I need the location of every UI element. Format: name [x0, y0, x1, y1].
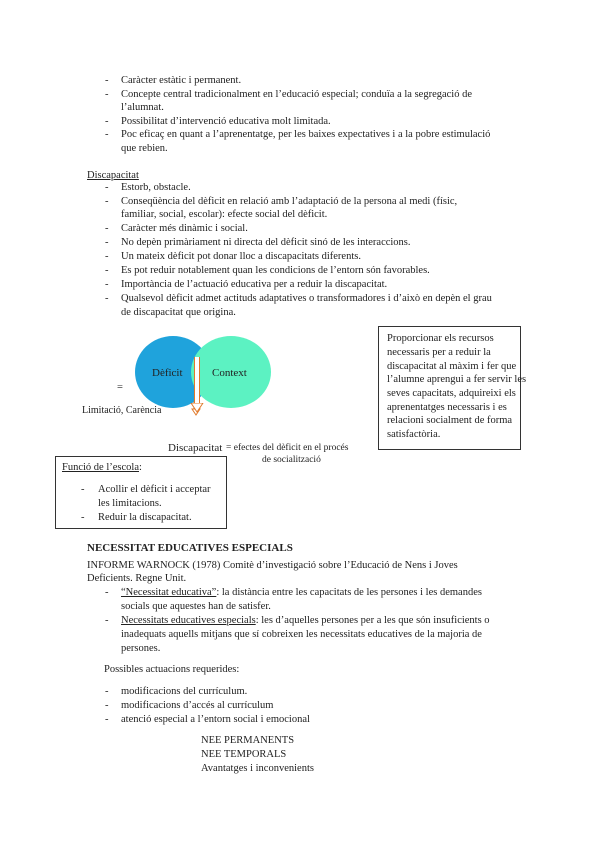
possibles-actuacions-label: Possibles actuacions requerides: [104, 664, 240, 675]
bullet-dash: - [105, 237, 109, 248]
list-item: Estorb, obstacle. [121, 182, 191, 193]
definition-item [121, 614, 490, 628]
list-item-continued: les limitacions. [98, 498, 162, 509]
callout-line: satisfactòria. [387, 429, 441, 440]
equals-sign: = [117, 382, 123, 393]
callout-line: seves capacitats, adquireixi els [387, 388, 516, 399]
callout-line: aprenentatges necessaris i es [387, 402, 507, 413]
callout-line: Proporcionar els recursos [387, 333, 494, 344]
list-item-continued: l’alumnat. [121, 102, 164, 113]
list-item-continued: que rebien. [121, 143, 168, 154]
bullet-dash: - [105, 615, 109, 626]
list-item: modificacions del currículum. [121, 686, 248, 697]
nee-permanents-label: NEE PERMANENTS [201, 735, 295, 746]
list-item: Possibilitat d’intervenció educativa molt limitada. [121, 116, 331, 127]
callout-line: relacioni socialment de forma [387, 415, 513, 426]
bullet-dash: - [81, 484, 85, 495]
bullet-dash: - [105, 251, 109, 262]
deficit-label: Dèficit [152, 367, 183, 379]
list-item: Qualsevol dèficit admet actituds adaptatives o transformadores i d’això en depèn el grau [121, 293, 492, 304]
discapacitat-label: Discapacitat [168, 442, 223, 454]
list-item: Acollir el dèficit i acceptar [98, 484, 211, 495]
definition-text-continued: socials que aquestes han de satisfer. [121, 601, 271, 612]
list-item: Importància de l’actuació educativa per a reduir la discapacitat. [121, 279, 388, 290]
arrow-shaft-long [194, 357, 200, 406]
list-item: Reduir la discapacitat. [98, 512, 192, 523]
informe-line: INFORME WARNOCK (1978) Comitè d’investigació sobre l’Educació de Nens i Joves [87, 560, 458, 571]
list-item: Conseqüència del dèficit en relació amb l’adaptació de la persona al medi (físic, [121, 196, 458, 207]
list-item: Un mateix dèficit pot donar lloc a discapacitats diferents. [121, 251, 361, 262]
context-label: Context [212, 367, 247, 379]
list-item: No depèn primàriament ni directa del dèficit sinó de les interaccions. [121, 237, 411, 248]
nee-temporals-label: NEE TEMPORALS [201, 749, 287, 760]
resources-callout-box [378, 326, 527, 450]
definition-item [121, 586, 482, 600]
definition-term: Necessitats educatives especials [121, 615, 256, 626]
funcio-escola-box [55, 456, 227, 529]
definition-text-continued: inadequats aquells mitjans que sí cobreixen les necessitats educatives de la majoria de [121, 629, 482, 640]
effects-label-continued: de socialització [262, 455, 321, 465]
list-item: Caràcter estàtic i permanent. [121, 75, 242, 86]
list-item: Poc eficaç en quant a l’aprenentatge, per les baixes expectatives i a la pobre estimulació [121, 129, 491, 140]
funcio-title-wrap [62, 461, 142, 475]
callout-line: discapacitat al màxim i fer que [387, 361, 517, 372]
bullet-dash: - [105, 587, 109, 598]
funcio-title: Funció de l’escola [62, 462, 139, 473]
list-item: Caràcter més dinàmic i social. [121, 223, 248, 234]
bullet-dash: - [105, 116, 109, 127]
limitacio-label: Limitació, Carència [82, 405, 162, 416]
bullet-dash: - [105, 714, 109, 725]
definition-text-continued: persones. [121, 643, 161, 654]
definition-text: : la distància entre les capacitats de les persones i les demandes [216, 587, 482, 598]
down-arrow-icon [190, 403, 204, 413]
bullet-dash: - [105, 89, 109, 100]
bullet-dash: - [105, 75, 109, 86]
bullet-dash: - [105, 700, 109, 711]
list-item-continued: de discapacitat que origina. [121, 307, 236, 318]
bullet-dash: - [105, 293, 109, 304]
funcio-title-colon: : [138, 462, 142, 473]
list-item-continued: familiar, social, escolar): efecte social del dèficit. [121, 209, 328, 220]
list-item: Es pot reduir notablement quan les condicions de l’entorn són favorables. [121, 265, 430, 276]
definition-term: “Necessitat educativa” [121, 587, 217, 598]
bullet-dash: - [105, 686, 109, 697]
callout-line: necessaris per a reduir la [387, 347, 491, 358]
list-item: atenció especial a l’entorn social i emocional [121, 714, 310, 725]
bullet-dash: - [105, 265, 109, 276]
nee-heading: NECESSITAT EDUCATIVES ESPECIALS [87, 542, 293, 554]
callout-line: l’alumne aprengui a fer servir les [387, 374, 527, 385]
bullet-dash: - [105, 279, 109, 290]
bullet-dash: - [105, 129, 109, 140]
effects-label: = efectes del dèficit en el procés [226, 443, 349, 453]
bullet-dash: - [105, 196, 109, 207]
section-heading-discapacitat: Discapacitat [87, 170, 139, 181]
bullet-dash: - [81, 512, 85, 523]
list-item: Concepte central tradicionalment en l’educació especial; conduïa a la segregació de [121, 89, 472, 100]
definition-text: : les d’aquelles persones per a les que són insuficients o [255, 615, 490, 626]
list-item: modificacions d’accés al currículum [121, 700, 274, 711]
bullet-dash: - [105, 182, 109, 193]
avantatges-label: Avantatges i inconvenients [201, 763, 314, 774]
bullet-dash: - [105, 223, 109, 234]
informe-line-continued: Deficients. Regne Unit. [87, 573, 187, 584]
